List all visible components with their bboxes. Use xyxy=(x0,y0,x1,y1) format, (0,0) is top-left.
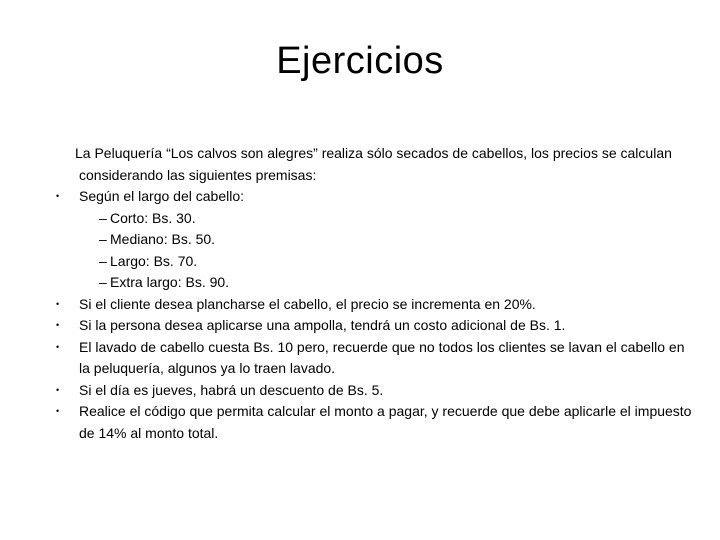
price-item xyxy=(50,229,695,251)
price-item xyxy=(50,208,695,230)
premise-text: Si la persona desea aplicarse una ampolla, tendrá un costo adicional de Bs. 1. xyxy=(79,317,566,333)
dash-icon: – xyxy=(99,231,107,247)
premise-item xyxy=(50,337,695,380)
premise-text: Según el largo del cabello: xyxy=(79,188,245,204)
bullet-icon: • xyxy=(56,191,60,201)
slide-title: Ejercicios xyxy=(276,40,444,82)
slide-body xyxy=(50,143,695,444)
price-text: Largo: Bs. 70. xyxy=(110,252,198,269)
price-text: Mediano: Bs. 50. xyxy=(110,231,216,247)
bullet-icon: • xyxy=(56,320,60,330)
price-item xyxy=(50,272,695,294)
bullet-icon: • xyxy=(56,341,60,352)
premise-text: Si el cliente desea plancharse el cabello, el precio se incrementa en 20%. xyxy=(79,295,536,312)
dash-icon: – xyxy=(99,252,107,269)
intro-paragraph: La Peluquería “Los calvos son alegres” realiza sólo secados de cabellos, los precios se calculan considerando las siguientes premisas: xyxy=(75,145,672,183)
premise-item xyxy=(50,315,695,337)
premise-item xyxy=(50,380,695,402)
premise-text: El lavado de cabello cuesta Bs. 10 pero, recuerde que no todos los clientes se lavan el cabello en la peluquería, algunos ya lo traen lavado. xyxy=(79,338,685,376)
dash-icon: – xyxy=(99,209,107,226)
dash-icon: – xyxy=(99,274,107,290)
premise-length xyxy=(50,186,695,208)
premise-text: Realice el código que permita calcular el monto a pagar, y recuerde que debe aplicarle el impuesto de 14% al monto total. xyxy=(79,403,692,441)
premise-item xyxy=(50,294,695,316)
price-text: Corto: Bs. 30. xyxy=(110,209,196,226)
bullet-icon: • xyxy=(56,406,60,416)
bullet-icon: • xyxy=(56,298,60,309)
bullet-icon: • xyxy=(56,384,60,395)
price-item xyxy=(50,251,695,273)
premise-item xyxy=(50,401,695,444)
premise-text: Si el día es jueves, habrá un descuento de Bs. 5. xyxy=(79,381,384,398)
price-text: Extra largo: Bs. 90. xyxy=(110,274,230,290)
